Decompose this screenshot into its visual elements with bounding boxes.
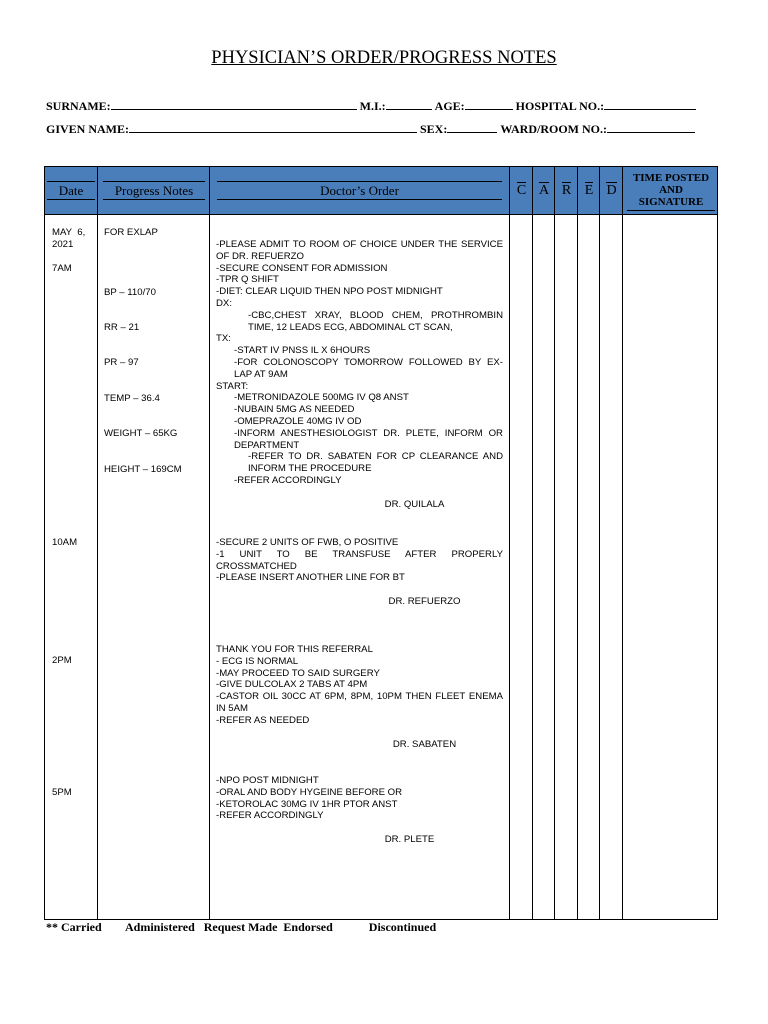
order-line: -KETOROLAC 30MG IV 1HR PTOR ANST xyxy=(216,798,398,810)
signature-sabaten: DR. SABATEN xyxy=(392,738,457,750)
order-line: -TPR Q SHIFT xyxy=(216,274,279,286)
column-divider xyxy=(532,167,533,919)
header-r: R xyxy=(561,183,572,198)
order-line: -NPO POST MIDNIGHT xyxy=(216,775,319,786)
order-line: -REFER ACCORDINGLY xyxy=(234,474,342,486)
header-a: A xyxy=(538,183,550,198)
order-line: -CASTOR OIL 30CC AT 6PM, 8PM, 10PM THEN FLEET ENEMA IN 5AM xyxy=(216,691,503,714)
hospital-no-label: HOSPITAL NO.: xyxy=(515,99,605,113)
order-block-10am xyxy=(216,537,503,608)
order-line: -ORAL AND BODY HYGEINE BEFORE OR xyxy=(216,786,403,798)
age-label: AGE: xyxy=(434,99,465,113)
age-field[interactable] xyxy=(465,98,513,110)
column-divider xyxy=(509,167,510,919)
order-line: THANK YOU FOR THIS REFERRAL xyxy=(216,644,373,655)
ward-room-field[interactable] xyxy=(607,121,695,133)
vital-weight: WEIGHT – 65KG xyxy=(104,428,178,440)
order-line: -SECURE 2 UNITS OF FWB, O POSITIVE xyxy=(216,537,399,548)
surname-label: SURNAME: xyxy=(46,99,111,113)
mi-label: M.I.: xyxy=(359,99,386,113)
column-divider xyxy=(577,167,578,919)
header-e: E xyxy=(584,183,594,198)
signature-quilala: DR. QUILALA xyxy=(384,498,445,510)
order-line: -CBC,CHEST XRAY, BLOOD CHEM, PROTHROMBIN TIME, 12 LEADS ECG, ABDOMINAL CT SCAN, xyxy=(248,309,503,333)
order-line: - ECG IS NORMAL xyxy=(216,655,299,667)
order-line: -START IV PNSS IL X 6HOURS xyxy=(234,345,371,357)
order-line: -1 UNIT TO BE TRANSFUSE AFTER PROPERLY CROSSMATCHED xyxy=(216,548,503,572)
header-progress-notes: Progress Notes xyxy=(103,167,205,213)
order-line: -SECURE CONSENT FOR ADMISSION xyxy=(216,262,388,274)
legend-footer: ** Carried Administered Request Made Endorsed Discontinued xyxy=(46,920,437,934)
vital-temp: TEMP – 36.4 xyxy=(104,392,160,404)
order-line: -REFER AS NEEDED xyxy=(216,714,310,726)
header-c: C xyxy=(516,183,527,198)
sex-label: SEX: xyxy=(420,122,448,136)
order-line: -PLEASE ADMIT TO ROOM OF CHOICE UNDER THE SERVICE OF DR. REFUERZO xyxy=(216,239,503,262)
time-10am: 10AM xyxy=(52,537,78,548)
surname-field[interactable] xyxy=(111,98,357,110)
order-line: -INFORM ANESTHESIOLOGIST DR. PLETE, INFORM OR DEPARTMENT xyxy=(234,427,503,451)
signature-plete: DR. PLETE xyxy=(384,834,435,846)
order-line: TX: xyxy=(216,333,231,345)
form-row-1 xyxy=(46,98,696,114)
vital-pr: PR – 97 xyxy=(104,357,139,369)
header-time-posted: TIME POSTED AND SIGNATURE xyxy=(627,167,715,213)
mi-field[interactable] xyxy=(386,98,432,110)
order-line: -GIVE DULCOLAX 2 TABS AT 4PM xyxy=(216,679,368,691)
header-doctors-order: Doctor’s Order xyxy=(217,167,502,213)
vital-height: HEIGHT – 169CM xyxy=(104,463,182,475)
sex-field[interactable] xyxy=(447,121,497,133)
given-name-label: GIVEN NAME: xyxy=(46,122,129,136)
order-line: DX: xyxy=(216,297,232,309)
order-line: -DIET: CLEAR LIQUID THEN NPO POST MIDNIGHT xyxy=(216,286,443,298)
order-block-7am xyxy=(216,239,503,511)
time-5pm: 5PM xyxy=(52,787,72,798)
form-row-2 xyxy=(46,121,695,137)
order-block-5pm xyxy=(216,775,503,846)
ward-room-label: WARD/ROOM NO.: xyxy=(500,122,608,136)
vital-bp: BP – 110/70 xyxy=(104,286,156,298)
column-divider xyxy=(554,167,555,919)
order-line: -PLEASE INSERT ANOTHER LINE FOR BT xyxy=(216,572,405,584)
header-date: Date xyxy=(47,167,95,213)
order-line: -REFER ACCORDINGLY xyxy=(216,810,324,822)
order-line: -MAY PROCEED TO SAID SURGERY xyxy=(216,667,380,679)
header-d: D xyxy=(606,183,617,198)
given-name-field[interactable] xyxy=(129,121,417,133)
diagnosis-note: FOR EXLAP xyxy=(104,227,158,238)
order-line: -FOR COLONOSCOPY TOMORROW FOLLOWED BY EX-LAP AT 9AM xyxy=(234,356,503,380)
column-divider xyxy=(622,167,623,919)
date-entry: MAY 6, 2021 xyxy=(52,227,86,250)
vital-rr: RR – 21 xyxy=(104,321,140,333)
order-line: -NUBAIN 5MG AS NEEDED xyxy=(234,404,355,416)
page-title: PHYSICIAN’S ORDER/PROGRESS NOTES xyxy=(211,48,557,68)
order-block-2pm xyxy=(216,644,503,750)
column-divider xyxy=(97,167,98,919)
order-line: -METRONIDAZOLE 500MG IV Q8 ANST xyxy=(234,392,409,404)
time-2pm: 2PM xyxy=(52,655,72,666)
hospital-no-field[interactable] xyxy=(604,98,696,110)
column-divider xyxy=(209,167,210,919)
column-divider xyxy=(599,167,600,919)
order-line: -OMEPRAZOLE 40MG IV OD xyxy=(234,415,362,427)
vitals-list xyxy=(104,263,182,487)
order-line: START: xyxy=(216,380,249,392)
order-line: -REFER TO DR. SABATEN FOR CP CLEARANCE AND INFORM THE PROCEDURE xyxy=(248,451,503,475)
signature-refuerzo: DR. REFUERZO xyxy=(388,596,461,608)
time-7am: 7AM xyxy=(52,263,72,274)
